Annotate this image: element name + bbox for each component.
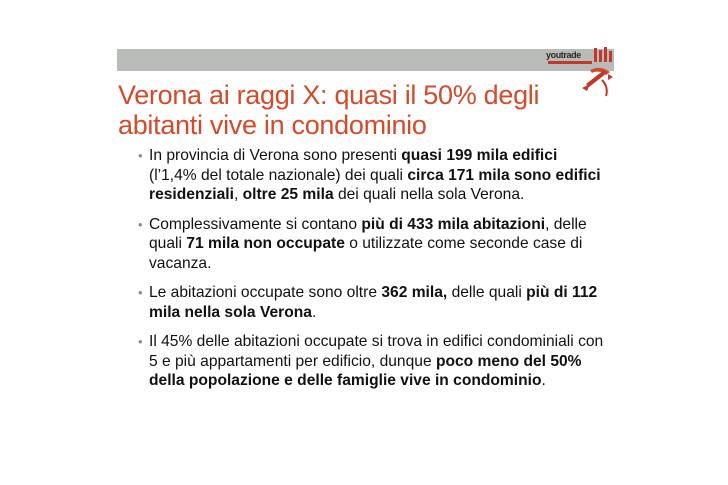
bullet-text: Le abitazioni occupate sono oltre (149, 284, 382, 301)
header-band (117, 49, 614, 71)
bullet-text: dei quali nella sola Verona. (333, 186, 525, 203)
bullet-dot-icon: • (138, 216, 143, 232)
bullet-item (138, 146, 604, 205)
bullet-item (138, 215, 604, 274)
bullet-text-bold: 362 mila, (381, 284, 448, 301)
bullet-list (138, 146, 604, 401)
bullet-text: o utilizzate come seconde case di vacanza. (149, 235, 583, 272)
logo-wordmark (546, 50, 581, 60)
logo-word-dark: youtrade (546, 50, 581, 60)
bullet-dot-icon: • (138, 285, 143, 300)
bullet-dot-icon: • (138, 334, 143, 349)
bullet-text: Il 45% delle abitazioni occupate si trova in edifici condominiali con 5 e più appartamenti per edificio, dunque (149, 333, 604, 370)
bullet-dot-icon: • (138, 148, 143, 163)
bullet-text-bold: circa 171 mila sono edifici residenziali (149, 166, 601, 203)
bullet-text: Complessivamente si contano (149, 215, 362, 233)
bullet-text: . (311, 303, 317, 321)
bullet-text: delle quali (447, 284, 527, 301)
bullet-item (138, 283, 604, 322)
bullet-text: . (541, 372, 546, 389)
bullet-text: , (233, 186, 243, 203)
bullet-text-bold: più di 112 mila nella sola Verona (149, 284, 598, 321)
bullet-text-bold: poco meno del 50% della popolazione e delle famiglie vive in condominio (149, 352, 582, 389)
slide-title: Verona ai raggi X: quasi il 50% degli abitanti vive in condominio (118, 80, 540, 140)
bullet-text-bold: 71 mila non occupate (186, 235, 345, 252)
bullet-text-bold: oltre 25 mila (242, 186, 334, 203)
bullet-text: In provincia di Verona sono presenti (149, 147, 402, 164)
bullet-text: (l’1,4% del totale nazionale) dei quali (149, 166, 408, 184)
bullet-text: , delle quali (149, 215, 587, 252)
bullet-text-bold: più di 433 mila abitazioni (361, 215, 546, 233)
bullet-item (138, 332, 604, 391)
bullet-text-bold: quasi 199 mila edifici (401, 147, 558, 164)
